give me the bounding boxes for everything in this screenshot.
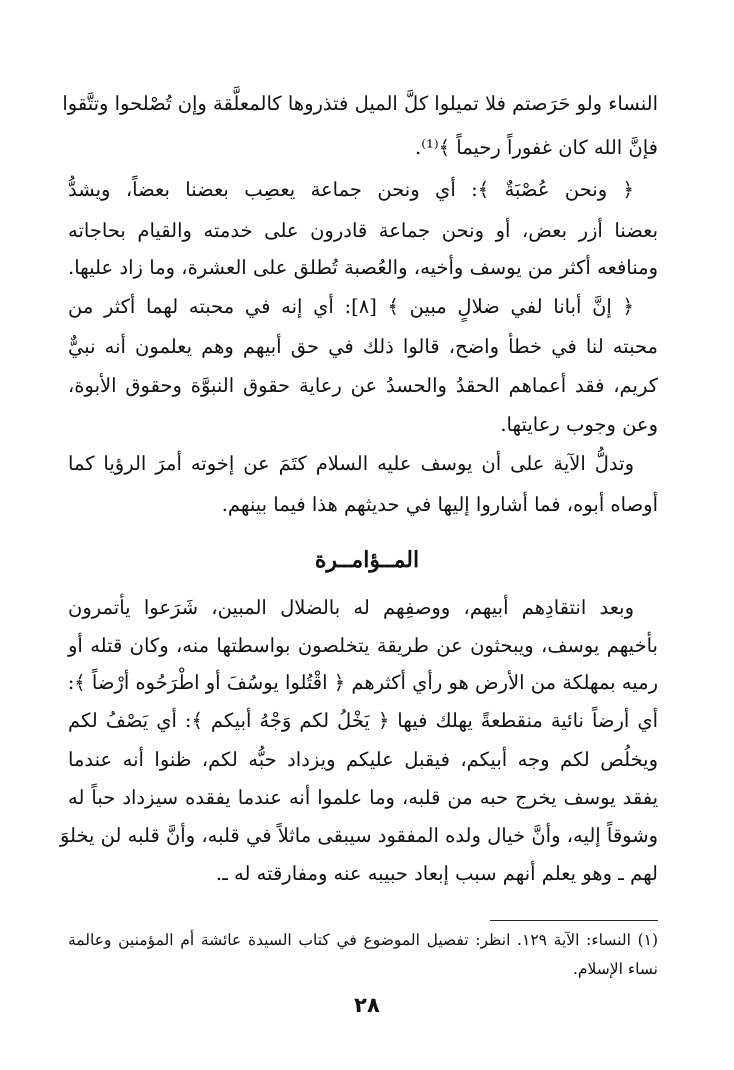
- body-text-line: رميه بمهلكة من الأرض هو رأي أكثرهم ﴿ اقْتُلوا يوسُفَ أو اطْرَحُوه أرْضاً ﴾:: [67, 671, 658, 694]
- page-number: ٢٨: [354, 993, 380, 1017]
- body-text-line: وبعد انتقادِهم أبيهم، ووصفِهم له بالضلال المبين، شَرَعوا يأتمرون: [68, 596, 634, 619]
- footnote-separator: [490, 920, 658, 921]
- body-text-line: بعضنا أزر بعض، أو ونحن جماعة قادرون على خدمته والقيام بحاجاته: [68, 219, 658, 242]
- body-text-line: كريم، فقد أعماهم الحقدُ والحسدُ عن رعاية حقوق النبوَّة وحقوق الأبوة،: [68, 374, 658, 397]
- body-text-line: يفقد يوسف يخرج حبه من قلبه، وما علموا أنه عندما يفقده سيزداد حباً له: [68, 786, 658, 809]
- body-text-line: ويخلُص لكم وجه أبيكم، فيقبل عليكم ويزداد حبُّه لكم، ظنوا أنه عندما: [68, 748, 658, 771]
- body-text-line: وعن وجوب رعايتها.: [500, 413, 658, 436]
- body-text-line: وشوقاً إليه، وأنَّ خيال ولده المفقود سيبقى ماثلاً في قلبه، وأنَّ قلبه لن يخلوَ: [59, 824, 658, 847]
- footnote-line: (١) النساء: الآية ١٢٩. انظر: تفصيل الموضوع في كتاب السيدة عائشة أم المؤمنين وعالمة: [68, 931, 659, 949]
- footnote-line: نساء الإسلام.: [573, 960, 658, 978]
- body-text-line: لهم ـ وهو يعلم أنهم سبب إبعاد حبيبه عنه ومفارقته له ـ.: [215, 862, 658, 885]
- body-text-line: النساء ولو حَرَصتم فلا تميلوا كلَّ الميل فتذروها كالمعلَّقة وإن تُصْلحوا وتتَّقوا: [62, 92, 658, 115]
- section-heading: المــؤامــرة: [314, 547, 420, 573]
- body-text-line: ﴿ إنَّ أبانا لفي ضلالٍ مبين ﴾ [٨]: أي إنه في محبته لهما أكثر من: [68, 295, 634, 318]
- body-text-line: ﴿ ونحن عُصْبَةٌ ﴾: أي ونحن جماعة يعصِب بعضنا بعضاً، ويشدُّ: [68, 178, 634, 201]
- body-text-line: محبته لنا في خطأ واضح، قالوا ذلك في حق أبيهم وهم يعلمون أنه نبيٌّ: [68, 335, 658, 358]
- body-text-line: بأخيهم يوسف، ويبحثون عن طريقة يتخلصون بواسطتها منه، وكان قتله أو: [68, 634, 658, 657]
- body-text-line: أوصاه أبوه، فما أشاروا إليها في حديثهم هذا فيما بينهم.: [221, 493, 658, 516]
- body-text-line: أي أرضاً نائية منقطعةً يهلك فيها ﴿ يَخْلُ لكم وَجْهُ أبيكم ﴾: أي يَصْفُ لكم: [68, 709, 658, 732]
- body-text-line: فإنَّ الله كان غفوراً رحيماً ﴾⁽¹⁾.: [415, 136, 658, 159]
- body-text-line: ومنافعه أكثر من يوسف وأخيه، والعُصبة تُطلق على العشرة، وما زاد عليها.: [68, 256, 658, 279]
- body-text-line: وتدلُّ الآية على أن يوسف عليه السلام كتَمَ عن إخوته أمرَ الرؤيا كما: [68, 452, 634, 475]
